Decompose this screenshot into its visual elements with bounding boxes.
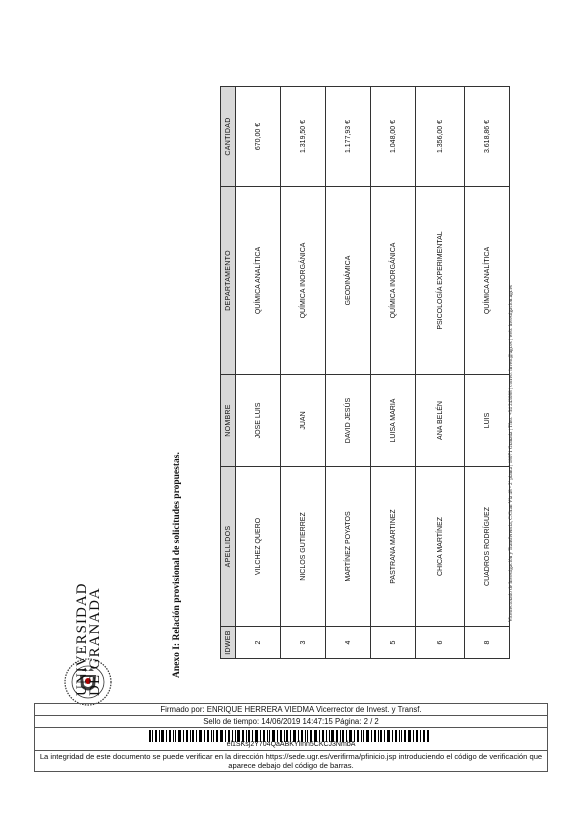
cell-apellidos: PASTRANA MARTINEZ: [371, 467, 416, 627]
cell-nombre: JUAN: [281, 375, 326, 467]
cell-cantidad: 1.177,93 €: [326, 87, 371, 187]
cell-cantidad: 1.048,00 €: [371, 87, 416, 187]
cell-cantidad: 3.618,86 €: [465, 87, 510, 187]
header-cantidad: CANTIDAD: [221, 87, 236, 187]
cell-idweb: 6: [416, 627, 465, 659]
table-row: [465, 87, 510, 659]
cell-apellidos: CUADROS RODRÍGUEZ: [465, 467, 510, 627]
requests-table-wrapper: [220, 86, 510, 659]
cell-departamento: GEODINÁMICA: [326, 187, 371, 375]
table-row: [416, 87, 465, 659]
barcode-area: [35, 728, 547, 751]
university-name-line1: UNIVERSIDAD: [74, 582, 90, 696]
cell-nombre: LUISA MARIA: [371, 375, 416, 467]
cell-idweb: 8: [465, 627, 510, 659]
cell-nombre: ANA BELÉN: [416, 375, 465, 467]
cell-nombre: DAVID JESÚS: [326, 375, 371, 467]
cell-apellidos: MARTÍNEZ POYATOS: [326, 467, 371, 627]
cell-nombre: JOSE LUIS: [236, 375, 281, 467]
verification-text: La integridad de este documento se puede verificar en la dirección https://sede.ugr.es/verifirma/pfinicio.jsp introduciendo el código de verificación que aparece debajo del código de barras.: [39, 752, 543, 770]
cell-departamento: QUÍMICA INORGÁNICA: [281, 187, 326, 375]
verification-code: el1SKsj2Y704QaABKYlInn5CKCJ3NmbA: [226, 741, 356, 748]
cell-departamento: PSICOLOGÍA EXPERIMENTAL: [416, 187, 465, 375]
cell-idweb: 5: [371, 627, 416, 659]
footer-address: Vicerrectorado de Investigación y Transferencia, C/Gran Vía 48 - 2ª planta | 18071 Granada | Tfno. +34 243088 | correo: invest@ugr.es | web: investigacion.ugr.es: [508, 285, 514, 622]
signed-by: Firmado por: ENRIQUE HERRERA VIEDMA Vicerrector de Invest. y Transf.: [35, 704, 547, 716]
header-nombre: NOMBRE: [221, 375, 236, 467]
cell-apellidos: VILCHEZ QUERO: [236, 467, 281, 627]
cell-idweb: 3: [281, 627, 326, 659]
timestamp: Sello de tiempo: 14/06/2019 14:47:15 Página: 2 / 2: [35, 716, 547, 728]
university-name-line2: DE GRANADA: [87, 587, 103, 696]
cell-cantidad: 1.356,00 €: [416, 87, 465, 187]
table-row: [236, 87, 281, 659]
cell-nombre: LUIS: [465, 375, 510, 467]
signature-block: [34, 703, 548, 772]
cell-cantidad: 1.319,50 €: [281, 87, 326, 187]
table-header-row: [221, 87, 236, 659]
cell-departamento: QUÍMICA INORGÁNICA: [371, 187, 416, 375]
cell-departamento: QUÍMICA ANALÍTICA: [236, 187, 281, 375]
cell-idweb: 4: [326, 627, 371, 659]
table-row: [371, 87, 416, 659]
cell-departamento: QUÍMICA ANALÍTICA: [465, 187, 510, 375]
header-departamento: DEPARTAMENTO: [221, 187, 236, 375]
university-name: [76, 583, 102, 697]
cell-idweb: 2: [236, 627, 281, 659]
table-row: [326, 87, 371, 659]
cell-apellidos: NICLOS GUTIERREZ: [281, 467, 326, 627]
table-row: [281, 87, 326, 659]
header-apellidos: APELLIDOS: [221, 467, 236, 627]
annex-title: Anexo I: Relación provisional de solicitudes propuestas.: [172, 452, 182, 678]
cell-cantidad: 670,00 €: [236, 87, 281, 187]
cell-apellidos: CHICA MARTÍNEZ: [416, 467, 465, 627]
header-idweb: IDWEB: [221, 627, 236, 659]
requests-table: [220, 86, 510, 659]
